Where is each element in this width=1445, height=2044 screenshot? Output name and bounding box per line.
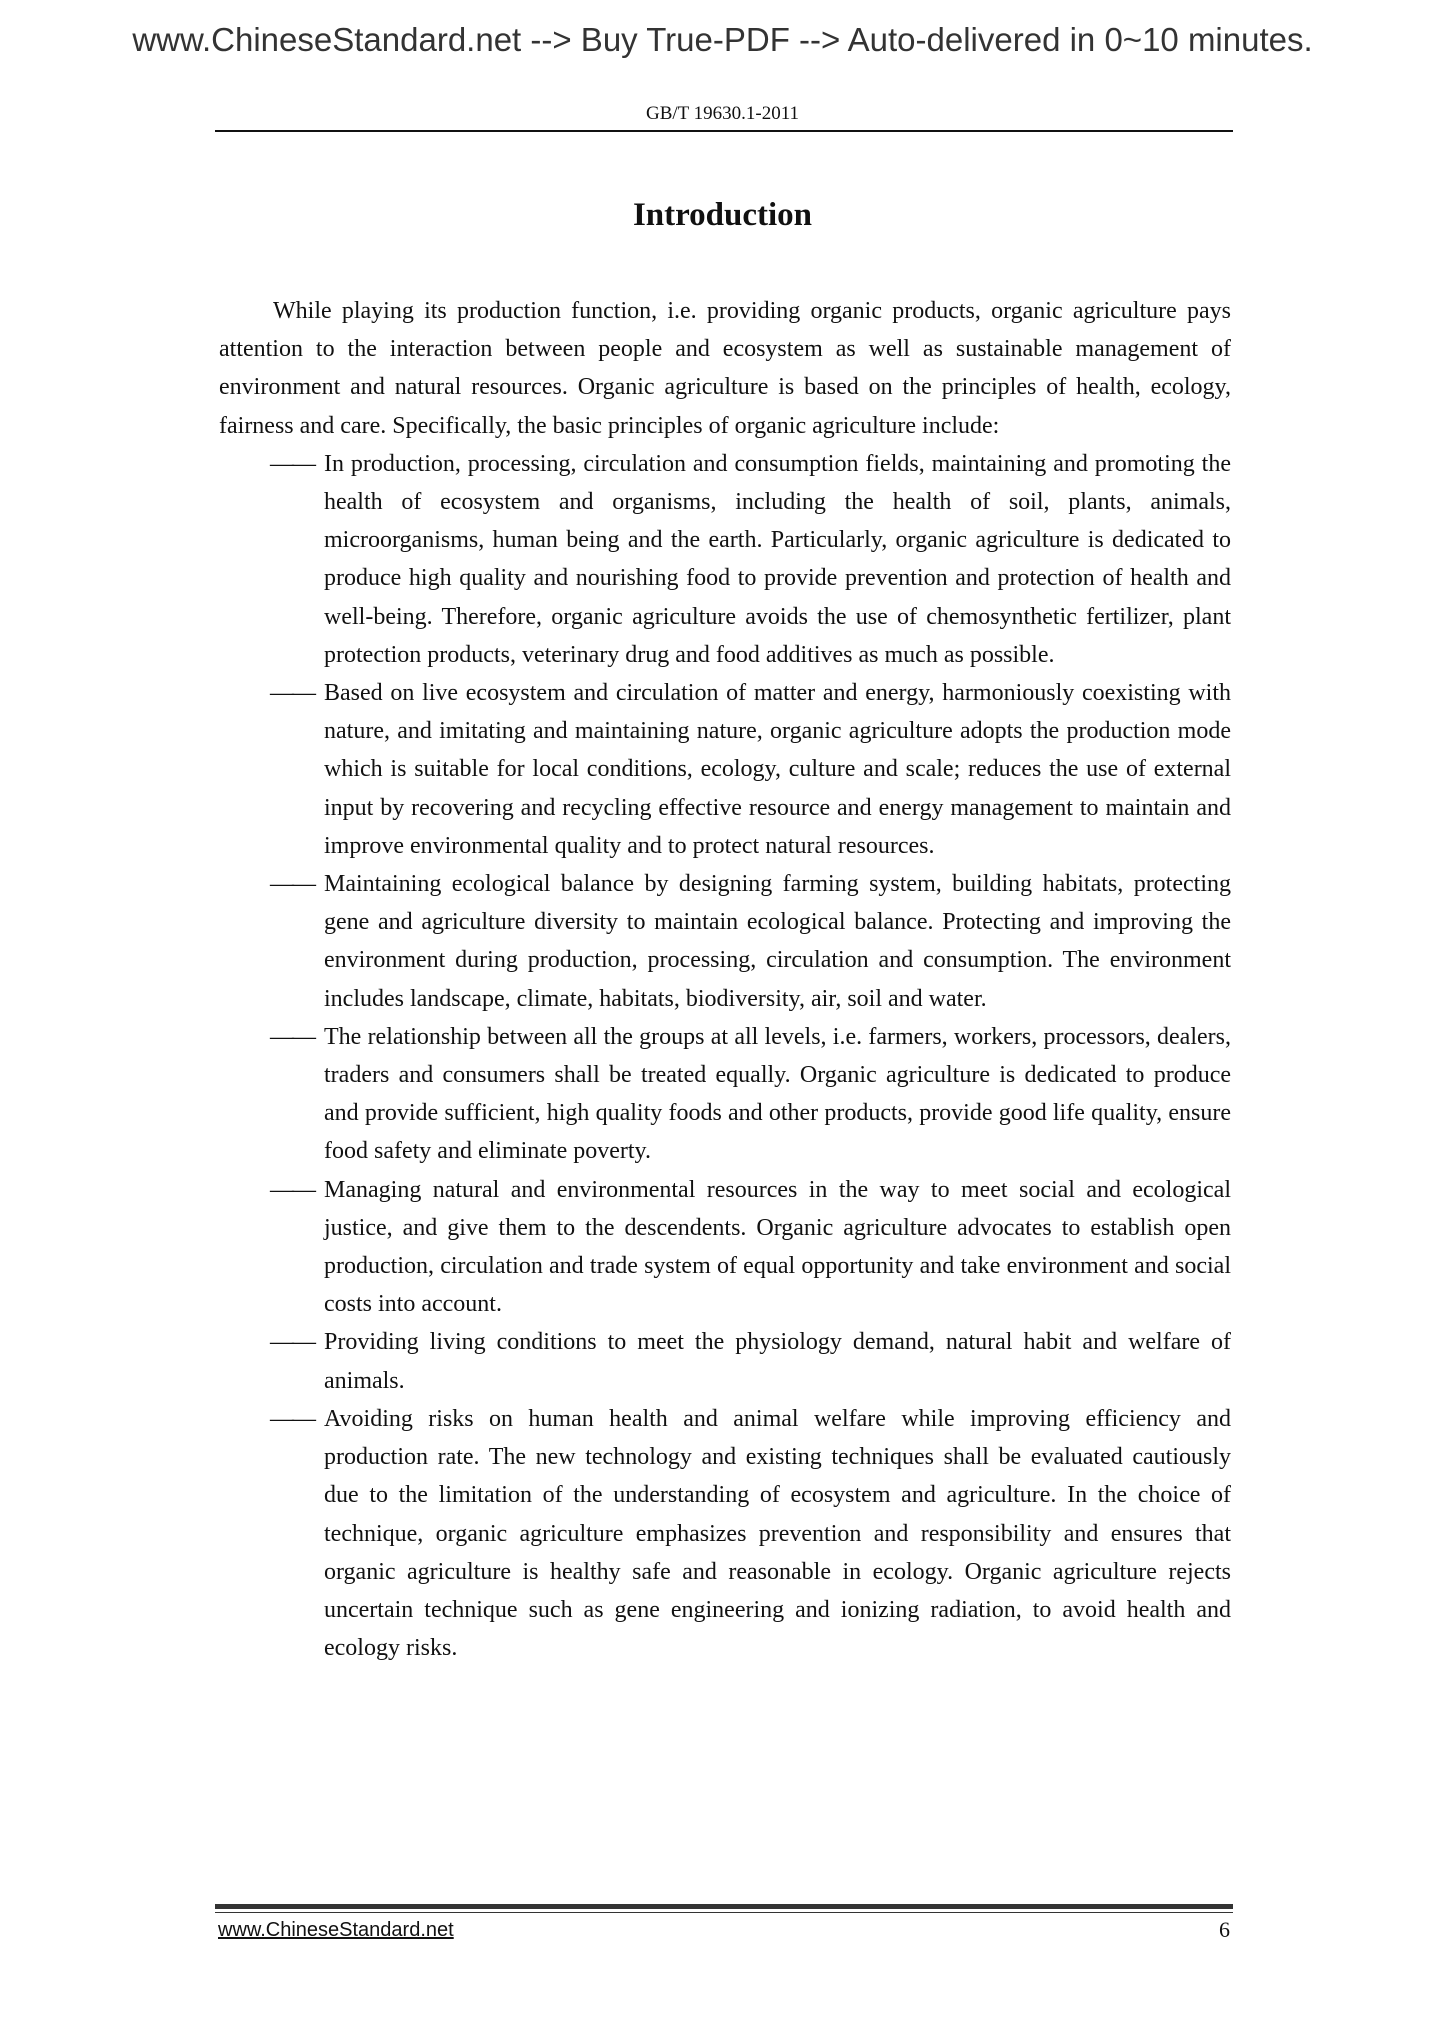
list-item [219, 865, 1231, 1018]
list-item-text: Based on live ecosystem and circulation of matter and energy, harmoniously coexisting with nature, and imitating and maintaining nature, organic agriculture adopts the production mode which is suitable for local conditions, ecology, culture and scale; reduces the use of external input by recovering and recycling effective resource and energy management to maintain and improve environmental quality and to protect natural resources. [324, 680, 1231, 859]
footer-divider-thick [215, 1904, 1233, 1909]
footer-divider-thin [215, 1912, 1233, 1913]
list-item-text: Managing natural and environmental resources in the way to meet social and ecological justice, and give them to the descendents. Organic agriculture advocates to establish open production, circulation and trade system of equal opportunity and take environment and social costs into account. [324, 1176, 1231, 1318]
header-divider [215, 130, 1233, 132]
intro-paragraph: While playing its production function, i.e. providing organic products, organic agriculture pays attention to the interaction between people and ecosystem as well as sustainable management of environment and natural resources. Organic agriculture is based on the principles of health, ecology, fairness and care. Specifically, the basic principles of organic agriculture include: [219, 298, 1231, 439]
list-item [219, 445, 1231, 674]
list-item-text: Maintaining ecological balance by designing farming system, building habitats, protecting gene and agriculture diversity to maintain ecological balance. Protecting and improving the environment during production, processing, circulation and consumption. The environment includes landscape, climate, habitats, biodiversity, air, soil and water. [324, 871, 1231, 1012]
dash-marker: —— [270, 450, 314, 477]
dash-marker: —— [270, 680, 314, 707]
list-item-text: Avoiding risks on human health and animal welfare while improving efficiency and production rate. The new technology and existing techniques shall be evaluated cautiously due to the limitation of the understanding of ecosystem and agriculture. In the choice of technique, organic agriculture emphasizes prevention and responsibility and ensures that organic agriculture is healthy safe and reasonable in ecology. Organic agriculture rejects uncertain technique such as gene engineering and ionizing radiation, to avoid health and ecology risks. [324, 1405, 1231, 1662]
dash-marker: —— [270, 1176, 314, 1203]
list-item-text: The relationship between all the groups at all levels, i.e. farmers, workers, processors, dealers, traders and consumers shall be treated equally. Organic agriculture is dedicated to produce and provide sufficient, high quality foods and other products, provide good life quality, ensure food safety and eliminate poverty. [324, 1023, 1231, 1165]
page-number: 6 [1219, 1917, 1230, 1942]
standard-code-header: GB/T 19630.1-2011 [645, 103, 800, 124]
list-item [219, 1171, 1231, 1324]
list-item-text: In production, processing, circulation and consumption fields, maintaining and promoting the health of ecosystem and organisms, including the health of soil, plants, animals, microorganisms, human being and the earth. Particularly, organic agriculture is dedicated to produce high quality and nourishing food to provide prevention and protection of health and well-being. Therefore, organic agriculture avoids the use of chemosynthetic fertilizer, plant protection products, veterinary drug and food additives as much as possible. [324, 450, 1231, 668]
document-body [219, 292, 1231, 1667]
footer-website-link[interactable]: www.ChineseStandard.net [218, 1919, 454, 1941]
section-title: Introduction [632, 197, 813, 233]
dash-marker: —— [270, 1329, 314, 1356]
purchase-banner: www.ChineseStandard.net --> Buy True-PDF --> Auto-delivered in 0~10 minutes. [132, 21, 1313, 58]
list-item [219, 1400, 1231, 1667]
list-item [219, 1323, 1231, 1399]
dash-marker: —— [270, 1023, 314, 1050]
list-item [219, 674, 1231, 865]
list-item-text: Providing living conditions to meet the physiology demand, natural habit and welfare of animals. [324, 1329, 1231, 1394]
dash-marker: —— [270, 871, 314, 898]
principles-list [219, 445, 1231, 1668]
list-item [219, 1018, 1231, 1171]
dash-marker: —— [270, 1405, 314, 1432]
